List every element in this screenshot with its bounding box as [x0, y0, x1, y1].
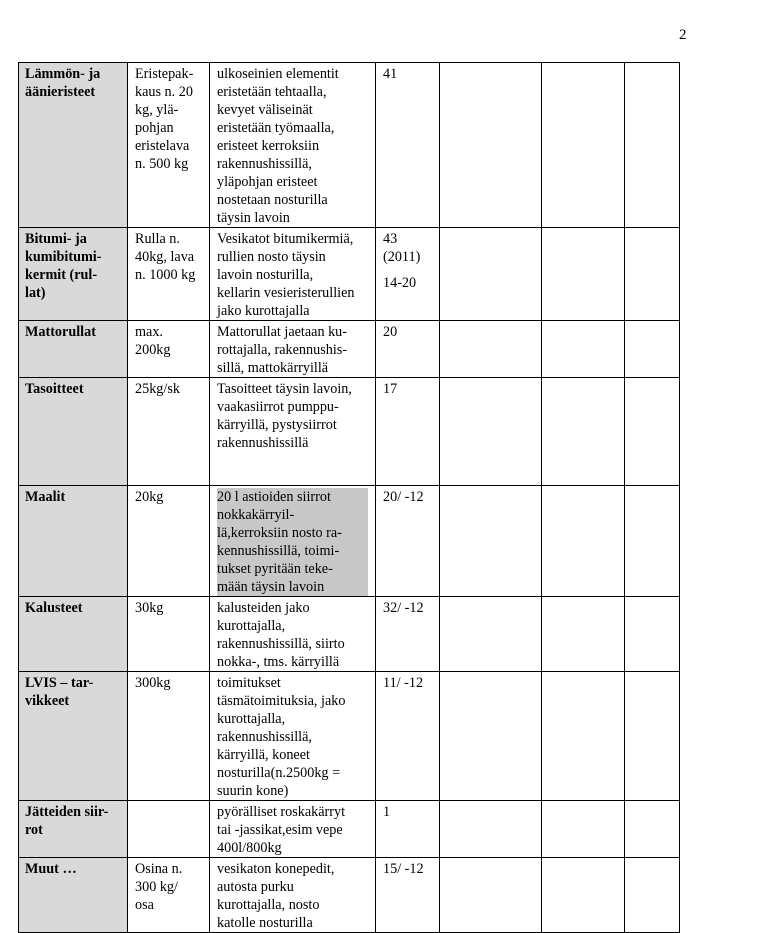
empty-cell — [625, 858, 680, 933]
empty-cell — [542, 378, 625, 486]
table-row — [19, 597, 680, 672]
empty-cell — [625, 801, 680, 858]
empty-cell — [542, 321, 625, 378]
empty-cell — [625, 228, 680, 321]
weight-cell: Osina n. 300 kg/ osa — [128, 858, 210, 933]
weight-cell: Rulla n. 40kg, lava n. 1000 kg — [128, 228, 210, 321]
empty-cell — [440, 597, 542, 672]
weight-cell: max. 200kg — [128, 321, 210, 378]
empty-cell — [542, 228, 625, 321]
highlighted-text: 20 l astioiden siirrot nokkakärryil- lä,kerroksiin nosto ra- kennushissillä, toimi- tukset pyritään teke- mään täysin lavoin — [217, 488, 368, 596]
handling-cell: Tasoitteet täysin lavoin, vaakasiirrot pumppu- kärryillä, pystysiirrot rakennushissillä — [210, 378, 376, 486]
week-cell: 20/ -12 — [376, 486, 440, 597]
material-label: Jätteiden siir- rot — [19, 801, 128, 858]
empty-cell — [625, 378, 680, 486]
table-row — [19, 486, 680, 597]
table-row — [19, 228, 680, 321]
handling-cell: kalusteiden jako kurottajalla, rakennushissillä, siirto nokka-, tms. kärryillä — [210, 597, 376, 672]
weight-cell: Eristepak- kaus n. 20 kg, ylä- pohjan eristelava n. 500 kg — [128, 63, 210, 228]
table-row — [19, 801, 680, 858]
empty-cell — [440, 228, 542, 321]
empty-cell — [440, 672, 542, 801]
empty-cell — [625, 63, 680, 228]
handling-cell — [210, 486, 376, 597]
weight-cell: 30kg — [128, 597, 210, 672]
material-label: Tasoitteet — [19, 378, 128, 486]
empty-cell — [625, 486, 680, 597]
empty-cell — [542, 858, 625, 933]
empty-cell — [440, 321, 542, 378]
empty-cell — [440, 801, 542, 858]
empty-cell — [542, 486, 625, 597]
handling-cell: vesikaton konepedit, autosta purku kurottajalla, nosto katolle nosturilla — [210, 858, 376, 933]
table-row — [19, 858, 680, 933]
table-row — [19, 321, 680, 378]
empty-cell — [542, 597, 625, 672]
empty-cell — [542, 63, 625, 228]
empty-cell — [440, 858, 542, 933]
empty-cell — [440, 486, 542, 597]
week-cell: 1 — [376, 801, 440, 858]
week-extra: 14-20 — [383, 275, 417, 291]
table-row — [19, 672, 680, 801]
material-label: Bitumi- ja kumibitumi- kermit (rul- lat) — [19, 228, 128, 321]
material-label: Kalusteet — [19, 597, 128, 672]
weight-cell — [128, 801, 210, 858]
week-cell: 32/ -12 — [376, 597, 440, 672]
table-row — [19, 63, 680, 228]
empty-cell — [542, 801, 625, 858]
empty-cell — [542, 672, 625, 801]
weight-cell: 300kg — [128, 672, 210, 801]
empty-cell — [625, 321, 680, 378]
table-row — [19, 378, 680, 486]
weight-cell: 25kg/sk — [128, 378, 210, 486]
material-label: Maalit — [19, 486, 128, 597]
week-cell: 17 — [376, 378, 440, 486]
handling-cell: toimitukset täsmätoimituksia, jako kurottajalla, rakennushissillä, kärryillä, koneet nosturilla(n.2500kg = suurin kone) — [210, 672, 376, 801]
material-label: LVIS – tar- vikkeet — [19, 672, 128, 801]
material-handling-table — [18, 62, 680, 933]
handling-cell: Vesikatot bitumikermiä, rullien nosto täysin lavoin nosturilla, kellarin vesieristerullien jako kurottajalla — [210, 228, 376, 321]
empty-cell — [625, 597, 680, 672]
weight-cell: 20kg — [128, 486, 210, 597]
week-cell: 11/ -12 — [376, 672, 440, 801]
week-cell: 41 — [376, 63, 440, 228]
week-cell: 15/ -12 — [376, 858, 440, 933]
handling-cell: Mattorullat jaetaan ku- rottajalla, rakennushis- sillä, mattokärryillä — [210, 321, 376, 378]
handling-cell: pyörälliset roskakärryt tai -jassikat,esim vepe 400l/800kg — [210, 801, 376, 858]
page-number: 2 — [679, 27, 687, 43]
empty-cell — [625, 672, 680, 801]
week-cell: 20 — [376, 321, 440, 378]
empty-cell — [440, 63, 542, 228]
empty-cell — [440, 378, 542, 486]
week-cell: 43 (2011) 14-20 — [376, 228, 440, 321]
handling-cell: ulkoseinien elementit eristetään tehtaalla, kevyet väliseinät eristetään työmaalla, eristeet kerroksiin rakennushissillä, yläpohjan eristeet nostetaan nosturilla täysin lavoin — [210, 63, 376, 228]
material-label: Muut … — [19, 858, 128, 933]
material-label: Mattorullat — [19, 321, 128, 378]
material-label: Lämmön- ja äänieristeet — [19, 63, 128, 228]
